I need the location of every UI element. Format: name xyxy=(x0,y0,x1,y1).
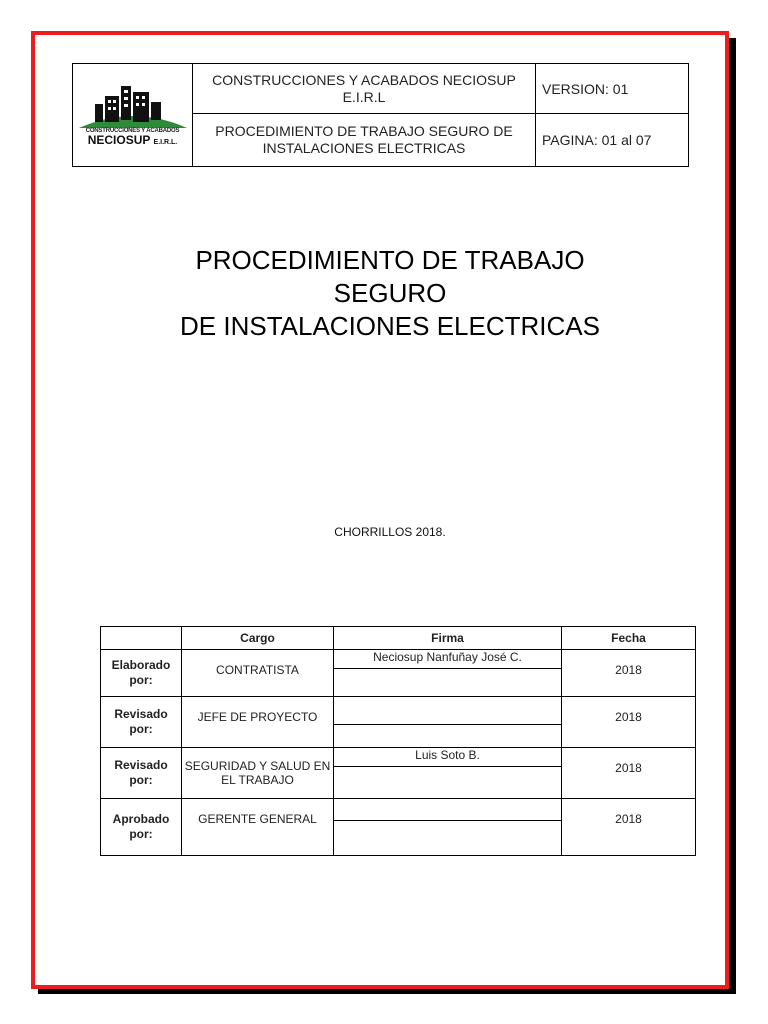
title-line-2: SEGURO xyxy=(333,278,447,308)
column-header-role xyxy=(101,627,182,650)
row-fecha: 2018 xyxy=(562,697,696,748)
row-firma xyxy=(334,799,562,856)
title-line-3: DE INSTALACIONES ELECTRICAS xyxy=(180,311,600,341)
procedure-name: PROCEDIMIENTO DE TRABAJO SEGURO DE INSTALACIONES ELECTRICAS xyxy=(193,114,536,167)
row-fecha: 2018 xyxy=(562,748,696,799)
row-cargo: JEFE DE PROYECTO xyxy=(182,697,334,748)
company-logo xyxy=(73,64,193,167)
row-role: Revisado por: xyxy=(101,748,182,799)
column-header-fecha: Fecha xyxy=(562,627,696,650)
column-header-cargo: Cargo xyxy=(182,627,334,650)
approval-table xyxy=(100,626,696,856)
page-title xyxy=(80,244,700,343)
table-row xyxy=(101,697,696,748)
row-cargo: GERENTE GENERAL xyxy=(182,799,334,856)
buildings-logo-icon xyxy=(77,82,189,130)
place-and-year: CHORRILLOS 2018. xyxy=(334,525,446,539)
row-firma xyxy=(334,697,562,748)
row-cargo: CONTRATISTA xyxy=(182,650,334,697)
row-cargo: SEGURIDAD Y SALUD EN EL TRABAJO xyxy=(182,748,334,799)
row-fecha: 2018 xyxy=(562,650,696,697)
row-firma: Neciosup Nanfuñay José C. xyxy=(334,650,562,697)
page-number: PAGINA: 01 al 07 xyxy=(536,114,689,167)
column-header-firma: Firma xyxy=(334,627,562,650)
table-row xyxy=(101,748,696,799)
row-role: Revisado por: xyxy=(101,697,182,748)
title-line-1: PROCEDIMIENTO DE TRABAJO xyxy=(195,245,585,275)
company-name: CONSTRUCCIONES Y ACABADOS NECIOSUP E.I.R.L xyxy=(193,64,536,114)
logo-text-line2: NECIOSUP E.I.R.L. xyxy=(87,132,178,147)
table-row xyxy=(101,799,696,856)
row-role: Aprobado por: xyxy=(101,799,182,856)
row-firma: Luis Soto B. xyxy=(334,748,562,799)
row-fecha: 2018 xyxy=(562,799,696,856)
document-header xyxy=(72,63,689,167)
row-role: Elaborado por: xyxy=(101,650,182,697)
logo-text-line1: CONSTRUCCIONES Y ACABADOS xyxy=(85,127,180,134)
document-version: VERSION: 01 xyxy=(536,64,689,114)
table-row xyxy=(101,650,696,697)
